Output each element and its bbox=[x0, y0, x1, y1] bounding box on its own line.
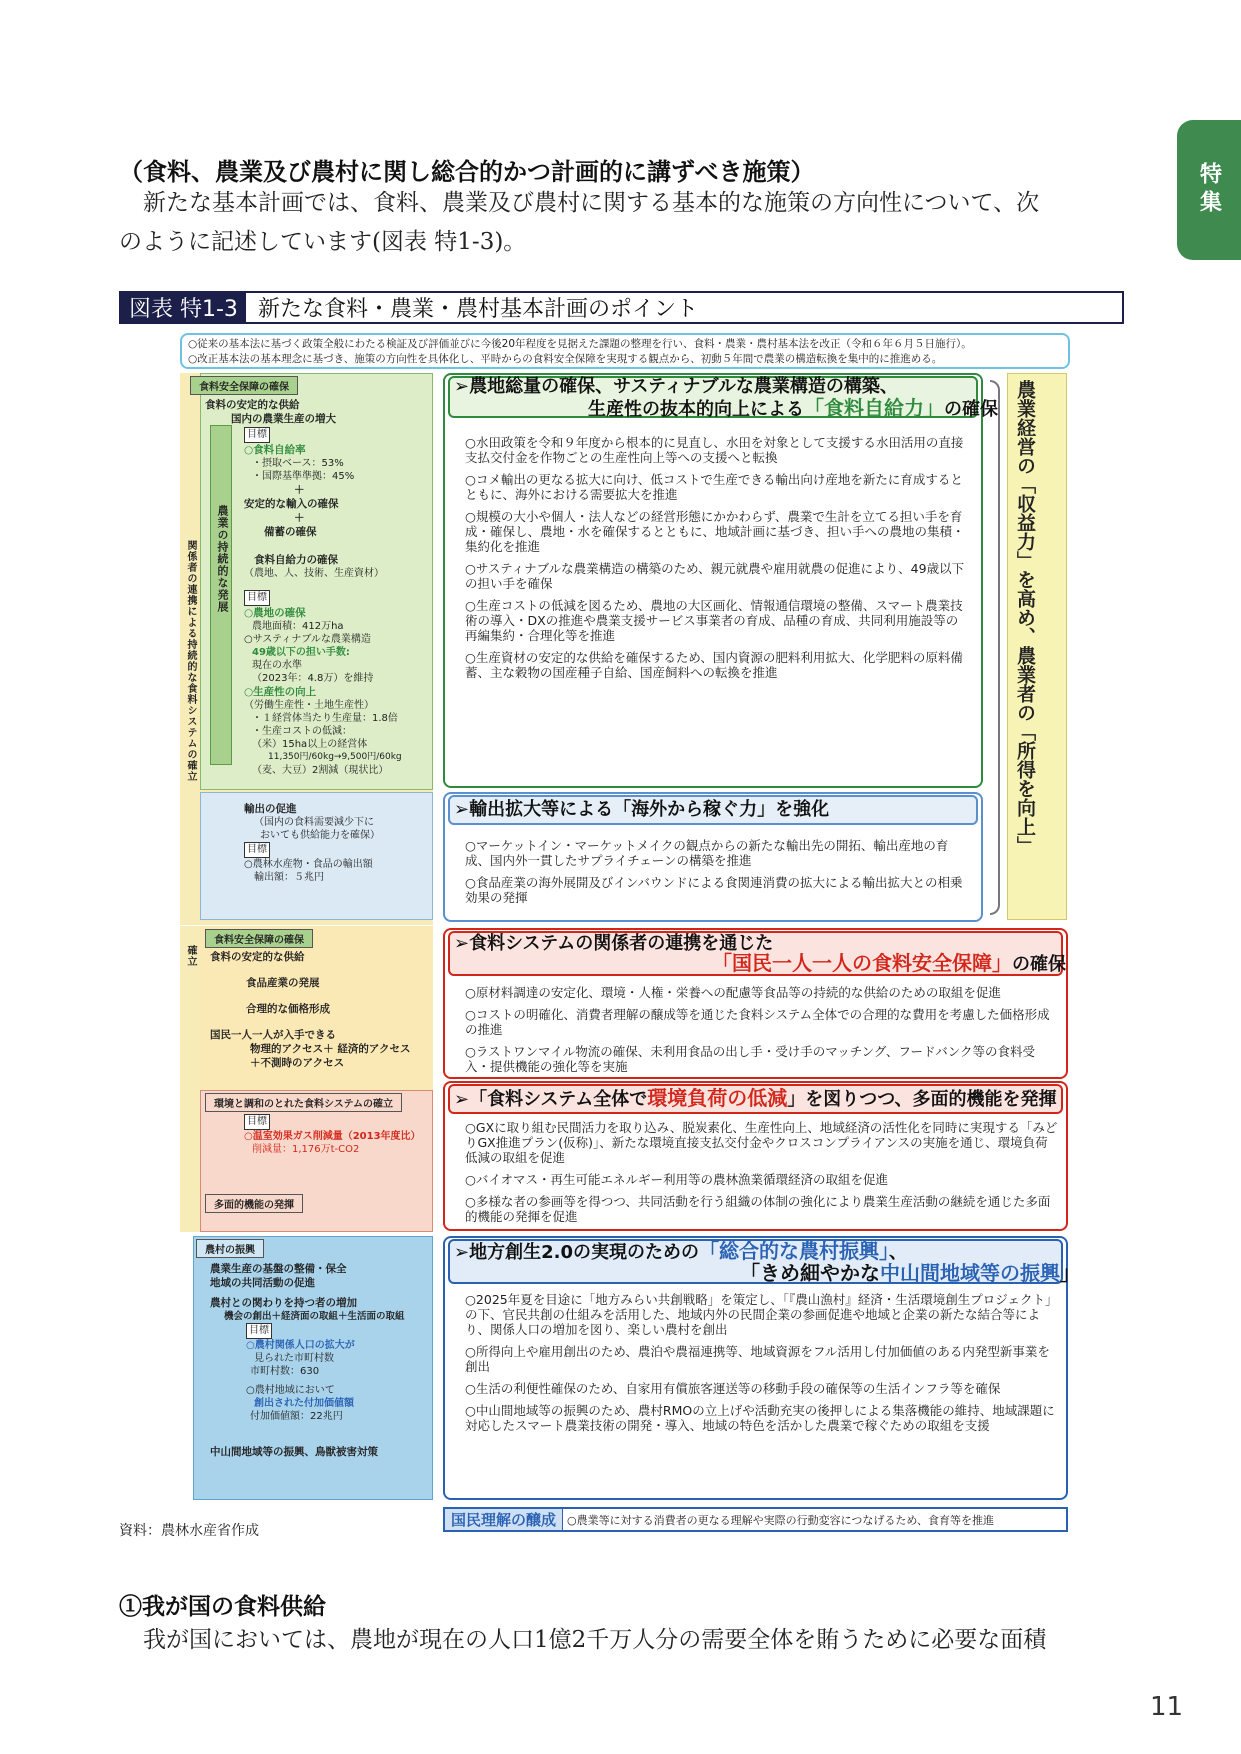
l2-access-types: 物理的アクセス＋ 経済的アクセス bbox=[250, 1043, 411, 1055]
box5-item3: ○生活の利便性確保のため、自家用有償旅客運送等の移動手段の確保等の生活インフラ等を確保 bbox=[465, 1381, 1001, 1396]
goal-maintain: （2023年：4.8万）を維持 bbox=[252, 673, 374, 684]
box1-header-line2: 生産性の抜本的向上による「食料自給力」の確保 bbox=[588, 396, 998, 420]
box2-header: ➢輸出拡大等による「海外から稼ぐ力」を強化 bbox=[454, 799, 830, 820]
l2-fair-pricing: 合理的な価格形成 bbox=[246, 1003, 330, 1015]
bottom-bar bbox=[443, 1507, 1068, 1532]
left-panel-2-pill3: 多面的機能の発揮 bbox=[205, 1194, 303, 1213]
rural-goal-1: ○農村関係人口の拡大が bbox=[246, 1340, 355, 1351]
figure-source: 資料：農林水産省作成 bbox=[119, 1523, 259, 1539]
goal-output-per-farm: ・１経営体当たり生産量：1.8倍 bbox=[252, 713, 398, 724]
box3-items bbox=[465, 985, 1060, 1081]
rural-infra: 農業生産の基盤の整備・保全 bbox=[210, 1263, 347, 1275]
export-note-1: （国内の食料需要減少下に bbox=[254, 817, 374, 828]
bottom-text: ○農業等に対する消費者の更なる理解や実際の行動変容につなげるため、食育等を推進 bbox=[567, 1513, 994, 1527]
left-panel-2-vertical: 確立 bbox=[185, 945, 196, 967]
box2-items bbox=[465, 838, 970, 912]
left-panel-1-goals bbox=[244, 427, 430, 777]
goal-productivity-type: （労働生産性・土地生産性） bbox=[244, 700, 374, 711]
box3-item1: ○原材料調達の安定化、環境・人権・栄養への配慮等食品等の持続的な供給のための取組を促進 bbox=[465, 985, 1001, 1000]
box5-item2: ○所得向上や雇用創出のため、農泊や農福連携等、地域資源をフル活用し付加価値のある内発型新事業を創出 bbox=[465, 1344, 1050, 1374]
box2-item1: ○マーケットイン・マーケットメイクの観点からの新たな輸出先の開拓、輸出産地の育成、国内外一貫したサプライチェーンの構築を推進 bbox=[465, 838, 949, 868]
box4-item2: ○バイオマス・再生可能エネルギー利用等の農林漁業循環経済の取組を促進 bbox=[465, 1172, 889, 1187]
goal-young-farmers: 49歳以下の担い手数: bbox=[252, 647, 350, 658]
goal-tag-2: 目標 bbox=[244, 590, 270, 606]
rural-goal-2c: 付加価値額：22兆円 bbox=[250, 1411, 343, 1422]
l2-everyone-access: 国民一人一人が入手できる bbox=[210, 1029, 336, 1041]
box4-item3: ○多様な者の参画等を得つつ、共同活動を行う組織の体制の強化により農業生産活動の継続を通じた多面的機能の発揮を促進 bbox=[465, 1194, 1051, 1224]
bottom-label: 国民理解の醸成 bbox=[445, 1509, 563, 1530]
goal-tag-4: 目標 bbox=[244, 1114, 270, 1130]
rural-goal-1b: 見られた市町村数 bbox=[254, 1353, 334, 1364]
rural-goal-1c: 市町村数：630 bbox=[250, 1366, 320, 1377]
rural-relations: 農村との関わりを持つ者の増加 bbox=[210, 1297, 357, 1309]
section-heading: （食料、農業及び農村に関し総合的かつ計画的に講ずべき施策） bbox=[119, 157, 815, 186]
export-goal: ○農林水産物・食品の輸出額 bbox=[244, 859, 373, 870]
goal-farmland: ○農地の確保 bbox=[244, 607, 306, 619]
intro-paragraph-line2: のように記述しています(図表 特1-3)。 bbox=[119, 229, 527, 255]
stockpile: 備蓄の確保 bbox=[264, 526, 317, 538]
box3-header-line1: ➢食料システムの関係者の連携を通じた bbox=[454, 933, 774, 954]
box1-item2: ○コメ輸出の更なる拡大に向け、低コストで生産できる輸出向け産地を新たに育成するとともに、海外における需要拡大を推進 bbox=[465, 472, 963, 502]
figure-title-bar bbox=[119, 291, 1124, 324]
box4-items bbox=[465, 1120, 1060, 1231]
figure-intro-line2: ○改正基本法の基本理念に基づき、施策の方向性を具体化し、平時からの食料安全保障を実現する観点から、初動５年間で農業の構造転換を集中的に推進める。 bbox=[188, 353, 943, 365]
plus-1: ＋ bbox=[294, 484, 305, 496]
box5-item1: ○2025年夏を目途に「地方みらい共創戦略」を策定し、「『農山漁村』経済・生活環境創生プロジェクト」の下、官民共創の仕組みを活用した、地域内外の民間企業の参画促進や地域と企業の新たな結合等により、関係人口の増加を図り、楽しい農村を創出 bbox=[465, 1292, 1058, 1337]
goal-wheat-soy: （麦、大豆）2割減（現状比） bbox=[252, 765, 389, 776]
box1-header-line1: ➢農地総量の確保、サスティナブルな農業構造の構築、 bbox=[454, 376, 898, 397]
goal-cost-reduction: ・生産コストの低減： bbox=[252, 726, 352, 737]
l2-food-industry: 食品産業の発展 bbox=[246, 977, 320, 989]
export-promotion: 輸出の促進 bbox=[244, 803, 297, 815]
plus-2: ＋ bbox=[294, 512, 305, 524]
capacity-items: （農地、人、技術、生産資材） bbox=[244, 568, 384, 579]
box5-header-line2: 「きめ細やかな中山間地域等の振興」 bbox=[740, 1261, 1080, 1285]
left-panel-2-env-text bbox=[244, 1114, 430, 1156]
box4-header: ➢「食料システム全体で環境負荷の低減」を図りつつ、多面的機能を発揮 bbox=[454, 1086, 1057, 1110]
l2-emergency-access: ＋不測時のアクセス bbox=[250, 1057, 345, 1069]
goal-rice: （米）15ha以上の経営体 bbox=[252, 739, 368, 750]
figure-title: 新たな食料・農業・農村基本計画のポイント bbox=[257, 297, 698, 322]
export-note-2: おいても供給能力を確保） bbox=[260, 830, 380, 841]
rural-community: 地域の共同活動の促進 bbox=[210, 1277, 315, 1289]
intro-paragraph-line1: 新たな基本計画では、食料、農業及び農村に関する基本的な施策の方向性について、次 bbox=[143, 190, 1040, 216]
right-panel-text: 農業経営の「収益力」を高め、農業者の「所得を向上」 bbox=[1014, 380, 1036, 855]
box1-item4: ○サスティナブルな農業構造の構築のため、親元就農や雇用就農の促進により、49歳以下の担い手を確保 bbox=[465, 561, 965, 591]
box5-item4: ○中山間地域等の振興のため、農村RMOの立上げや活動充実の後押しによる集落機能の維持、地域課題に対応したスマート農業技術の開発・導入、地域の特色を活かした農業で稼ぐための取組を支援 bbox=[465, 1403, 1055, 1433]
goal-productivity: ○生産性の向上 bbox=[244, 686, 317, 698]
rural-goal-2b: 創出された付加価値額 bbox=[254, 1398, 354, 1409]
left-export-text bbox=[244, 802, 430, 884]
left-panel-2-pill2: 環境と調和のとれた食料システムの確立 bbox=[205, 1093, 402, 1112]
rural-goal-2: ○農村地域において bbox=[246, 1385, 335, 1396]
left-panel-2-pill: 食料安全保障の確保 bbox=[205, 929, 313, 948]
figure-tag: 図表 特1-3 bbox=[121, 293, 246, 322]
box1-item5: ○生産コストの低減を図るため、農地の大区画化、情報通信環境の整備、スマート農業技術の導入・DXの推進や農業支援サービス事業者の育成、品種の育成、共同利用施設等の再編集約・合理化等を推進 bbox=[465, 598, 963, 643]
goal-tag: 目標 bbox=[244, 427, 270, 443]
export-amount: 輸出額：５兆円 bbox=[254, 872, 324, 883]
left-panel-3-text bbox=[210, 1262, 432, 1459]
goal-current-level: 現在の水準 bbox=[252, 660, 302, 671]
rural-mountain: 中山間地域等の振興、鳥獣被害対策 bbox=[210, 1446, 378, 1458]
goal-self-sufficiency: ○食料自給率 bbox=[244, 444, 306, 456]
rural-initiatives: 機会の創出＋経済面の取組＋生活面の取組 bbox=[224, 1311, 405, 1322]
box2-item2: ○食品産業の海外展開及びインバウンドによる食関連消費の拡大による輸出拡大との相乗効果の発揮 bbox=[465, 875, 963, 905]
box1-item1: ○水田政策を令和９年度から根本的に見直し、水田を対象として支援する水田活用の直接支払交付金を作物ごとの生産性向上等への支援へと転換 bbox=[465, 435, 964, 465]
box1-item6: ○生産資材の安定的な供給を確保するため、国内資源の肥料利用拡大、化学肥料の原料備蓄、主な穀物の国産種子自給、国産飼料への転換を推進 bbox=[465, 650, 963, 680]
left-panel-1-vertical: 関係者の連携による持続的な食料システムの確立 bbox=[185, 540, 196, 782]
box3-header-line2: 「国民一人一人の食料安全保障」の確保 bbox=[712, 951, 1066, 975]
box1-items bbox=[465, 435, 970, 687]
self-sufficiency-capacity: 食料自給力の確保 bbox=[254, 554, 338, 566]
l1-stable-supply: 食料の安定的な供給 bbox=[205, 399, 300, 411]
right-bracket bbox=[990, 380, 1000, 915]
stable-import: 安定的な輸入の確保 bbox=[244, 498, 339, 510]
goal-sustainable-structure: ○サスティナブルな農業構造 bbox=[244, 634, 371, 645]
figure-intro-box bbox=[180, 333, 1070, 369]
box4-item1: ○GXに取り組む民間活力を取り込み、脱炭素化、生産性向上、地域経済の活性化を同時に実現する「みどりGX推進プラン(仮称)」、新たな環境直接支払交付金やクロスコンプライアンスの実施を通じ、環境負荷低減の取組を促進 bbox=[465, 1120, 1058, 1165]
goal-farmland-area: 農地面積：412万ha bbox=[252, 621, 344, 632]
ghg-goal: ○温室効果ガス削減量（2013年度比） bbox=[244, 1131, 421, 1142]
left-panel-1-inner-vertical: 農業の持続的な発展 bbox=[216, 505, 229, 613]
box3-item2: ○コストの明確化、消費者理解の醸成等を通じた食料システム全体での合理的な費用を考慮した価格形成の推進 bbox=[465, 1007, 1050, 1037]
l1-domestic-production: 国内の農業生産の増大 bbox=[231, 413, 336, 425]
box5-items bbox=[465, 1292, 1060, 1440]
box5-header-line1: ➢地方創生2.0の実現のための「総合的な農村振興」、 bbox=[454, 1239, 907, 1263]
goal-tag-5: 目標 bbox=[246, 1323, 272, 1339]
left-panel-1-text bbox=[205, 398, 430, 426]
figure-intro-line1: ○従来の基本法に基づく政策全般にわたる検証及び評価並びに今後20年程度を見据えた課題の整理を行い、食料・農業・農村基本法を改正（令和６年６月５日施行）。 bbox=[188, 338, 972, 350]
ghg-amount: 削減量：1,176万t-CO2 bbox=[252, 1144, 360, 1155]
left-panel-1-pill: 食料安全保障の確保 bbox=[190, 376, 298, 395]
l2-stable-supply: 食料の安定的な供給 bbox=[210, 951, 305, 963]
box3-item3: ○ラストワンマイル物流の確保、未利用食品の出し手・受け手のマッチング、フードバンク等の食料受入・提供機能の強化等を実施 bbox=[465, 1044, 1036, 1074]
body-paragraph: 我が国においては、農地が現在の人口1億2千万人分の需要全体を賄うために必要な面積 bbox=[143, 1627, 1047, 1653]
left-panel-2-text bbox=[210, 950, 432, 1070]
subsection-heading: ①我が国の食料供給 bbox=[119, 1593, 326, 1620]
goal-tag-3: 目標 bbox=[244, 842, 270, 858]
box1-item3: ○規模の大小や個人・法人などの経営形態にかかわらず、農業で生計を立てる担い手を育成・確保し、農地・水を確保するとともに、地域計画に基づき、担い手への農地の集積・集約化を推進 bbox=[465, 509, 965, 554]
goal-calorie: ・摂取ベース：53% bbox=[252, 458, 344, 469]
goal-rice-cost: 11,350円/60kg→9,500円/60kg bbox=[268, 752, 402, 762]
goal-international: ・国際基準準拠：45% bbox=[252, 471, 355, 482]
page-number: 11 bbox=[1150, 1692, 1184, 1722]
left-panel-3-pill: 農村の振興 bbox=[196, 1239, 264, 1258]
side-tab[interactable]: 特集 bbox=[1177, 120, 1241, 260]
